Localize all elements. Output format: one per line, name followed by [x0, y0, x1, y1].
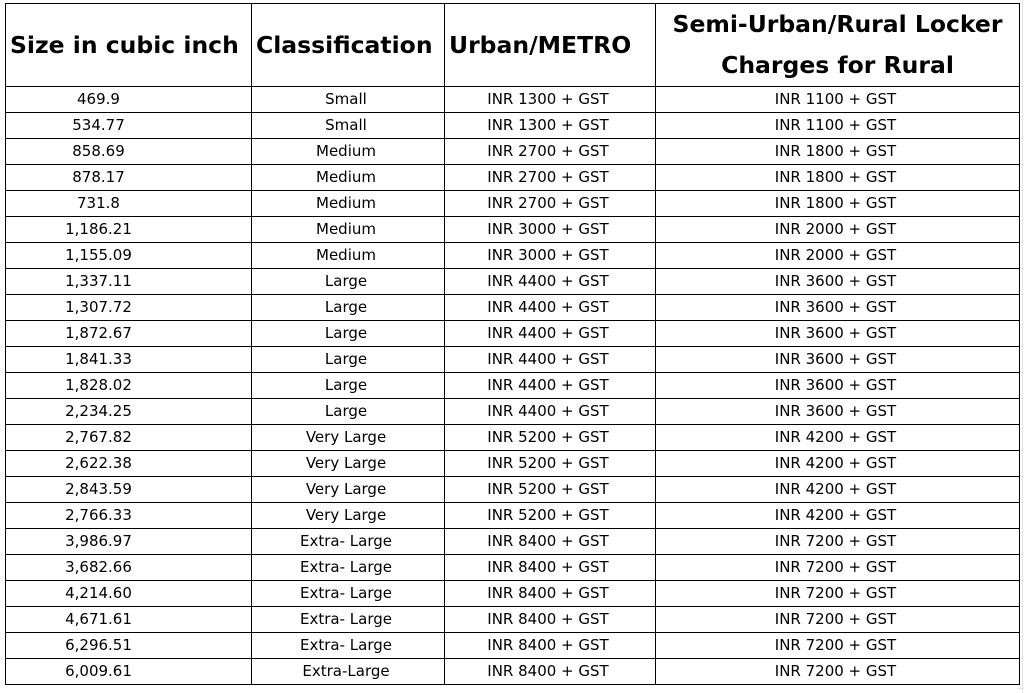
cell-size[interactable]: 3,986.97	[6, 529, 252, 555]
cell-urban-metro-charge[interactable]: INR 5200 + GST	[445, 503, 656, 529]
table-row	[6, 451, 1020, 477]
table-row	[6, 269, 1020, 295]
cell-size[interactable]: 2,234.25	[6, 399, 252, 425]
cell-classification[interactable]: Extra-Large	[252, 659, 445, 685]
locker-charges-table	[5, 3, 1020, 685]
cell-classification[interactable]: Extra- Large	[252, 607, 445, 633]
cell-urban-metro-charge[interactable]: INR 2700 + GST	[445, 165, 656, 191]
cell-size[interactable]: 3,682.66	[6, 555, 252, 581]
cell-urban-metro-charge[interactable]: INR 1300 + GST	[445, 113, 656, 139]
cell-classification[interactable]: Extra- Large	[252, 633, 445, 659]
cell-classification[interactable]: Large	[252, 399, 445, 425]
cell-classification[interactable]: Very Large	[252, 503, 445, 529]
cell-urban-metro-charge[interactable]: INR 4400 + GST	[445, 295, 656, 321]
cell-classification[interactable]: Medium	[252, 217, 445, 243]
cell-urban-metro-charge[interactable]: INR 3000 + GST	[445, 217, 656, 243]
table-row	[6, 607, 1020, 633]
cell-urban-metro-charge[interactable]: INR 8400 + GST	[445, 529, 656, 555]
cell-classification[interactable]: Large	[252, 269, 445, 295]
cell-rural-charge[interactable]: INR 7200 + GST	[656, 607, 1020, 633]
cell-size[interactable]: 1,307.72	[6, 295, 252, 321]
cell-rural-charge[interactable]: INR 2000 + GST	[656, 217, 1020, 243]
cell-rural-charge[interactable]: INR 4200 + GST	[656, 477, 1020, 503]
cell-rural-charge[interactable]: INR 1800 + GST	[656, 139, 1020, 165]
cell-size[interactable]: 731.8	[6, 191, 252, 217]
cell-size[interactable]: 1,186.21	[6, 217, 252, 243]
table-row	[6, 347, 1020, 373]
table-row	[6, 425, 1020, 451]
table-row	[6, 191, 1020, 217]
cell-rural-charge[interactable]: INR 7200 + GST	[656, 529, 1020, 555]
cell-rural-charge[interactable]: INR 3600 + GST	[656, 269, 1020, 295]
cell-size[interactable]: 1,841.33	[6, 347, 252, 373]
table-row	[6, 555, 1020, 581]
cell-rural-charge[interactable]: INR 1100 + GST	[656, 87, 1020, 113]
cell-rural-charge[interactable]: INR 7200 + GST	[656, 581, 1020, 607]
cell-urban-metro-charge[interactable]: INR 4400 + GST	[445, 269, 656, 295]
cell-classification[interactable]: Extra- Large	[252, 529, 445, 555]
header-urban-metro[interactable]: Urban/METRO	[445, 4, 656, 87]
cell-classification[interactable]: Extra- Large	[252, 581, 445, 607]
cell-size[interactable]: 1,872.67	[6, 321, 252, 347]
cell-rural-charge[interactable]: INR 1800 + GST	[656, 165, 1020, 191]
header-classification[interactable]: Classification	[252, 4, 445, 87]
cell-size[interactable]: 2,767.82	[6, 425, 252, 451]
cell-size[interactable]: 6,009.61	[6, 659, 252, 685]
cell-rural-charge[interactable]: INR 2000 + GST	[656, 243, 1020, 269]
cell-rural-charge[interactable]: INR 4200 + GST	[656, 503, 1020, 529]
table-row	[6, 139, 1020, 165]
cell-urban-metro-charge[interactable]: INR 5200 + GST	[445, 451, 656, 477]
header-size[interactable]: Size in cubic inch	[6, 4, 252, 87]
table-row	[6, 321, 1020, 347]
cell-urban-metro-charge[interactable]: INR 8400 + GST	[445, 659, 656, 685]
cell-rural-charge[interactable]: INR 3600 + GST	[656, 373, 1020, 399]
table-row	[6, 633, 1020, 659]
cell-urban-metro-charge[interactable]: INR 1300 + GST	[445, 87, 656, 113]
cell-classification[interactable]: Small	[252, 87, 445, 113]
cell-rural-charge[interactable]: INR 7200 + GST	[656, 659, 1020, 685]
cell-classification[interactable]: Extra- Large	[252, 555, 445, 581]
table-row	[6, 503, 1020, 529]
gridline	[1018, 688, 1024, 689]
cell-size[interactable]: 4,214.60	[6, 581, 252, 607]
cell-size[interactable]: 1,337.11	[6, 269, 252, 295]
table-row	[6, 243, 1020, 269]
cell-urban-metro-charge[interactable]: INR 5200 + GST	[445, 477, 656, 503]
table-row	[6, 87, 1020, 113]
cell-size[interactable]: 4,671.61	[6, 607, 252, 633]
cell-rural-charge[interactable]: INR 1800 + GST	[656, 191, 1020, 217]
cell-size[interactable]: 6,296.51	[6, 633, 252, 659]
cell-classification[interactable]: Medium	[252, 139, 445, 165]
cell-classification[interactable]: Medium	[252, 243, 445, 269]
table-row	[6, 165, 1020, 191]
cell-rural-charge[interactable]: INR 4200 + GST	[656, 451, 1020, 477]
cell-urban-metro-charge[interactable]: INR 2700 + GST	[445, 191, 656, 217]
cell-size[interactable]: 878.17	[6, 165, 252, 191]
table-row	[6, 373, 1020, 399]
cell-rural-charge[interactable]: INR 1100 + GST	[656, 113, 1020, 139]
cell-urban-metro-charge[interactable]: INR 4400 + GST	[445, 373, 656, 399]
table-row	[6, 217, 1020, 243]
table-row	[6, 477, 1020, 503]
cell-size[interactable]: 469.9	[6, 87, 252, 113]
cell-urban-metro-charge[interactable]: INR 8400 + GST	[445, 633, 656, 659]
table-row	[6, 659, 1020, 685]
cell-rural-charge[interactable]: INR 3600 + GST	[656, 321, 1020, 347]
table-row	[6, 529, 1020, 555]
cell-classification[interactable]: Medium	[252, 165, 445, 191]
cell-size[interactable]: 2,622.38	[6, 451, 252, 477]
cell-size[interactable]: 1,828.02	[6, 373, 252, 399]
cell-rural-charge[interactable]: INR 7200 + GST	[656, 555, 1020, 581]
cell-urban-metro-charge[interactable]: INR 4400 + GST	[445, 347, 656, 373]
header-row	[6, 4, 1020, 87]
table-row	[6, 113, 1020, 139]
table-row	[6, 581, 1020, 607]
cell-size[interactable]: 1,155.09	[6, 243, 252, 269]
cell-urban-metro-charge[interactable]: INR 8400 + GST	[445, 607, 656, 633]
cell-classification[interactable]: Large	[252, 347, 445, 373]
cell-rural-charge[interactable]: INR 4200 + GST	[656, 425, 1020, 451]
cell-urban-metro-charge[interactable]: INR 2700 + GST	[445, 139, 656, 165]
cell-urban-metro-charge[interactable]: INR 8400 + GST	[445, 555, 656, 581]
cell-classification[interactable]: Medium	[252, 191, 445, 217]
cell-size[interactable]: 2,766.33	[6, 503, 252, 529]
cell-urban-metro-charge[interactable]: INR 4400 + GST	[445, 321, 656, 347]
header-semi-urban-rural[interactable]: Semi-Urban/Rural Locker Charges for Rural	[656, 4, 1020, 87]
cell-classification[interactable]: Large	[252, 321, 445, 347]
cell-classification[interactable]: Large	[252, 295, 445, 321]
table-row	[6, 295, 1020, 321]
cell-urban-metro-charge[interactable]: INR 4400 + GST	[445, 399, 656, 425]
cell-urban-metro-charge[interactable]: INR 8400 + GST	[445, 581, 656, 607]
cell-classification[interactable]: Very Large	[252, 425, 445, 451]
cell-size[interactable]: 858.69	[6, 139, 252, 165]
cell-size[interactable]: 2,843.59	[6, 477, 252, 503]
cell-urban-metro-charge[interactable]: INR 3000 + GST	[445, 243, 656, 269]
cell-rural-charge[interactable]: INR 7200 + GST	[656, 633, 1020, 659]
cell-classification[interactable]: Very Large	[252, 477, 445, 503]
table-row	[6, 399, 1020, 425]
cell-classification[interactable]: Small	[252, 113, 445, 139]
cell-classification[interactable]: Very Large	[252, 451, 445, 477]
cell-rural-charge[interactable]: INR 3600 + GST	[656, 347, 1020, 373]
cell-rural-charge[interactable]: INR 3600 + GST	[656, 399, 1020, 425]
gridline	[1022, 0, 1023, 693]
cell-classification[interactable]: Large	[252, 373, 445, 399]
cell-rural-charge[interactable]: INR 3600 + GST	[656, 295, 1020, 321]
cell-size[interactable]: 534.77	[6, 113, 252, 139]
cell-urban-metro-charge[interactable]: INR 5200 + GST	[445, 425, 656, 451]
